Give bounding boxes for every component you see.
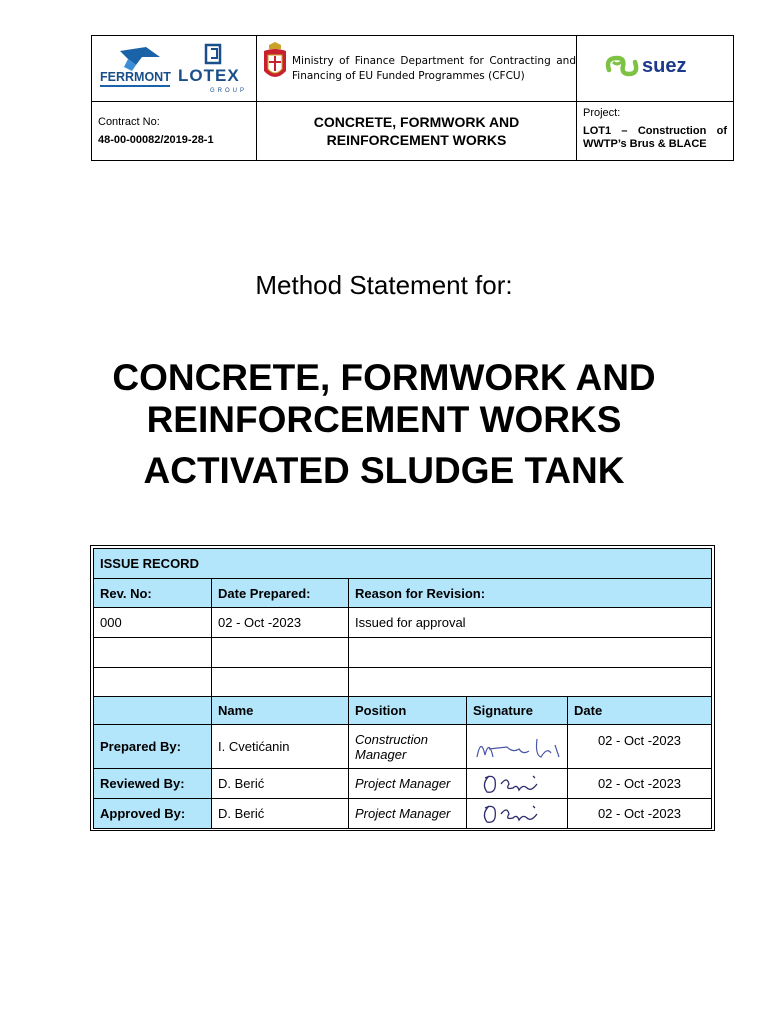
signature-cell [467, 769, 568, 799]
table-row [94, 668, 712, 697]
role-cell: Prepared By: [94, 725, 212, 769]
signature-image [467, 727, 567, 767]
signature-cell [467, 799, 568, 829]
col-rev-header: Rev. No: [94, 579, 212, 608]
name-cell: D. Berić [212, 799, 349, 829]
reason-cell: Issued for approval [349, 608, 712, 638]
contract-number: 48-00-00082/2019-28-1 [98, 134, 214, 146]
role-cell: Approved By: [94, 799, 212, 829]
table-row [94, 769, 712, 799]
svg-text:suez: suez [642, 55, 687, 77]
signature-image [467, 800, 567, 828]
issue-record-table [93, 548, 712, 829]
suez-cell [577, 36, 734, 102]
project-label: Project: [583, 107, 621, 119]
date-cell: 02 - Oct -2023 [568, 725, 712, 769]
role-cell: Reviewed By: [94, 769, 212, 799]
doc-title-line1: CONCRETE, FORMWORK AND [313, 114, 520, 130]
ferrmont-logo [98, 45, 178, 95]
table-row [94, 725, 712, 769]
project-cell [577, 102, 734, 161]
date-cell: 02 - Oct -2023 [568, 799, 712, 829]
title-line-2: REINFORCEMENT WORKS [146, 399, 622, 440]
project-value: LOT1 – Construction of WWTP’s Brus & BLACE [583, 125, 727, 150]
suez-logo [577, 36, 734, 96]
col-reason-header: Reason for Revision: [349, 579, 712, 608]
method-statement-label: Method Statement for: [255, 270, 513, 300]
position-cell: Project Manager [349, 799, 467, 829]
table-row [94, 638, 712, 668]
position-cell: Construction Manager [349, 725, 467, 769]
logos-cell [92, 36, 257, 102]
svg-text:GROUP: GROUP [210, 87, 248, 94]
header-table [91, 35, 734, 161]
svg-text:FERRMONT: FERRMONT [100, 69, 171, 84]
signature-image [467, 770, 567, 798]
signature-cell [467, 725, 568, 769]
position-header: Position [349, 697, 467, 725]
date-header: Date [568, 697, 712, 725]
position-cell: Project Manager [349, 769, 467, 799]
empty-cell [212, 668, 349, 697]
date-cell: 02 - Oct -2023 [568, 769, 712, 799]
table-row [94, 799, 712, 829]
col-date-header: Date Prepared: [212, 579, 349, 608]
empty-cell [349, 638, 712, 668]
empty-cell [349, 668, 712, 697]
date-cell: 02 - Oct -2023 [212, 608, 349, 638]
empty-cell [94, 638, 212, 668]
name-cell: D. Berić [212, 769, 349, 799]
ministry-cell [257, 36, 577, 102]
empty-cell [212, 638, 349, 668]
doc-title-cell [257, 102, 577, 161]
name-cell: I. Cvetićanin [212, 725, 349, 769]
name-header: Name [212, 697, 349, 725]
title-line-1: CONCRETE, FORMWORK AND [112, 357, 656, 398]
lotex-logo [174, 41, 254, 97]
doc-title-line2: REINFORCEMENT WORKS [326, 132, 507, 148]
table-row [94, 608, 712, 638]
signature-header: Signature [467, 697, 568, 725]
serbia-coat-of-arms-icon [261, 41, 289, 89]
empty-cell [94, 668, 212, 697]
contract-label: Contract No: [98, 116, 160, 128]
contract-cell [92, 102, 257, 161]
issue-record-heading: ISSUE RECORD [94, 549, 712, 579]
ministry-name: Ministry of Finance Department for Contracting and Financing of EU Funded Programmes (CFCU) [292, 54, 576, 82]
title-block [0, 357, 768, 441]
empty-header-cell [94, 697, 212, 725]
svg-text:LOTEX: LOTEX [178, 65, 240, 85]
title-line-3: ACTIVATED SLUDGE TANK [143, 450, 625, 491]
rev-cell: 000 [94, 608, 212, 638]
issue-record-frame [90, 545, 715, 831]
